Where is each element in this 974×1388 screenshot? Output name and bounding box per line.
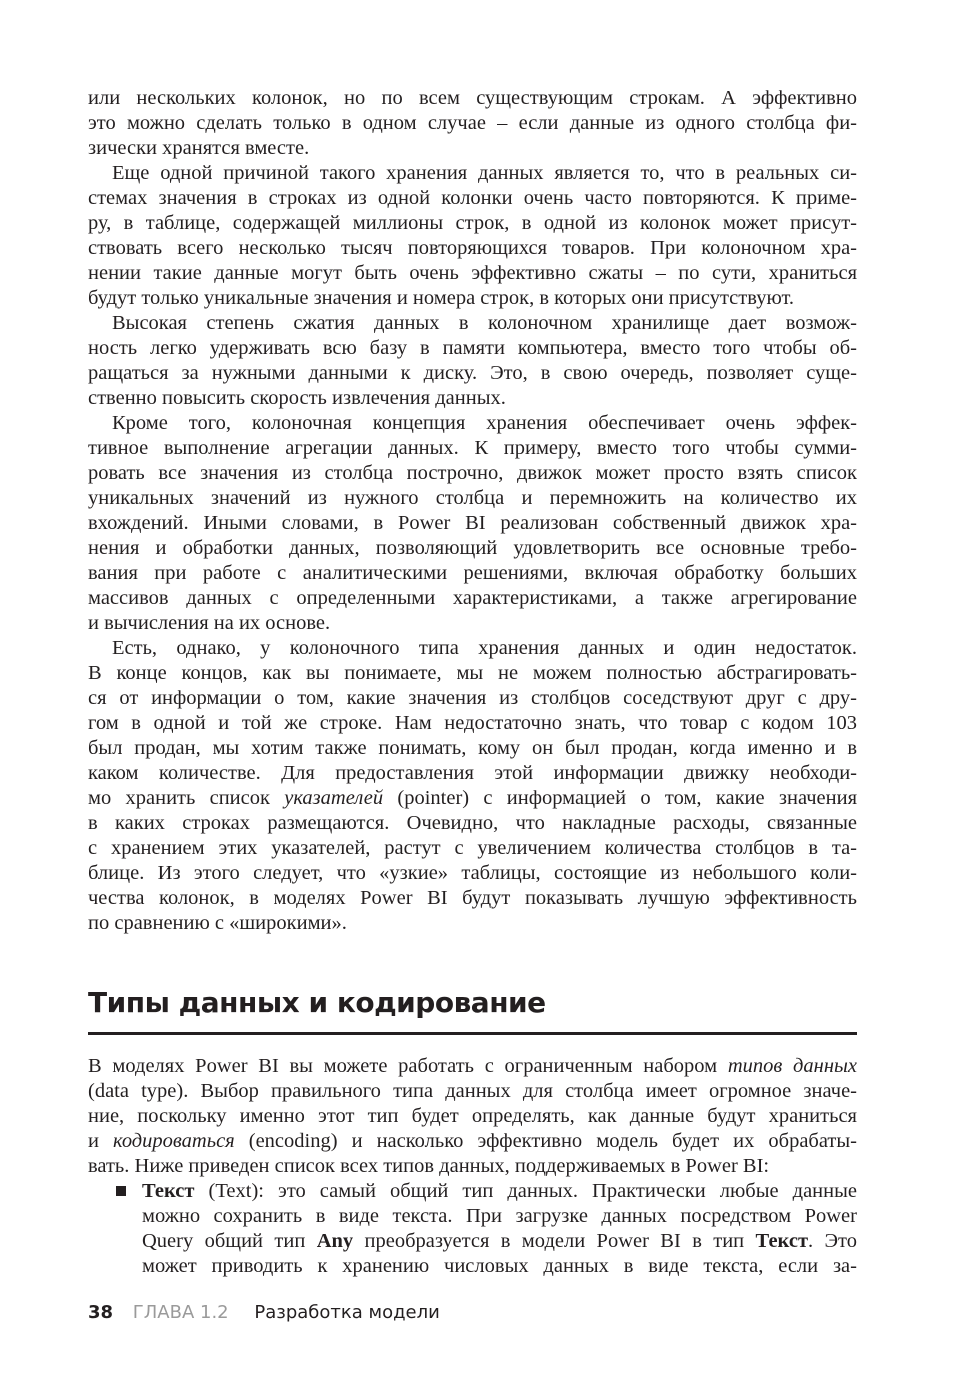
text-line (88, 1129, 857, 1154)
bold-term: Текст (142, 1180, 195, 1202)
text-line: ние, поскольку именно этот тип будет определять, как данные будут храниться (88, 1105, 857, 1127)
text-line: ровать все значения из столбца построчно, движок может просто взять список (88, 462, 857, 484)
text-line: ственно повысить скорость извлечения данных. (88, 387, 506, 409)
chapter-title: Разработка модели (254, 1302, 440, 1323)
text-line: можно сохранить в виде текста. При загрузке данных посредством Power (142, 1205, 857, 1227)
text-line: нении такие данные могут быть очень эффективно сжаты – по сути, храниться (88, 262, 857, 284)
text-line: стемах значения в строках из одной колонки очень часто повторяются. К приме- (88, 187, 857, 209)
text-line: тивное выполнение агрегации данных. К примеру, вместо того чтобы сумми- (88, 437, 857, 459)
italic-term: типов данных (727, 1055, 857, 1077)
text-line: В конце концов, как вы понимаете, мы не можем полностью абстрагировать- (88, 662, 857, 684)
text-segment: В моделях Power BI вы можете работать с ограниченным набором (88, 1055, 728, 1077)
text-line: ствовать всего несколько тысяч повторяющихся товаров. При колоночном хра- (88, 237, 857, 259)
section-heading: Типы данных и кодирование (88, 986, 546, 1019)
text-line: Еще одной причиной такого хранения данных является то, что в реальных си- (112, 162, 857, 184)
text-segment: (pointer) с информацией о том, какие значения (383, 787, 858, 809)
paragraph (88, 411, 857, 636)
text-segment: Query общий тип (142, 1230, 317, 1252)
text-line: (data type). Выбор правильного типа данных для столбца имеет огромное значе- (88, 1080, 857, 1102)
text-line: ность легко удерживать всю базу в памяти компьютера, вместо того чтобы об- (88, 337, 857, 359)
text-line (88, 786, 857, 811)
text-line: гом в одной и той же строке. Нам недостаточно знать, что товар с кодом 103 (88, 712, 857, 734)
text-line: Высокая степень сжатия данных в колоночном хранилище дает возмож- (112, 312, 857, 334)
text-line: нения и обработки данных, позволяющий удовлетворить все основные требо- (88, 537, 857, 559)
body-text (88, 86, 857, 936)
text-line: вхождений. Иными словами, в Power BI реализован собственный движок хра- (88, 512, 857, 534)
heading-rule (88, 1032, 857, 1035)
text-segment: (encoding) и насколько эффективно модель будет их обрабаты- (234, 1130, 857, 1152)
text-line: и вычисления на их основе. (88, 612, 331, 634)
text-line: ся от информации о том, какие значения из столбцов соседствуют друг с дру- (88, 687, 857, 709)
bold-term: Any (316, 1230, 354, 1252)
text-line: это можно сделать только в одном случае – если данные из одного столбца фи- (88, 112, 857, 134)
chapter-label: ГЛАВА 1.2 (132, 1302, 229, 1323)
text-line: в каких строках размещаются. Очевидно, что накладные расходы, связанные (88, 812, 857, 834)
text-line: или нескольких колонок, но по всем существующим строкам. А эффективно (88, 87, 857, 109)
text-segment: мо хранить список (88, 787, 285, 809)
paragraph (88, 311, 857, 411)
text-line: Есть, однако, у колоночного типа хранения данных и один недостаток. (112, 637, 857, 659)
text-line: будут только уникальные значения и номера строк, в которых они присутствуют. (88, 287, 795, 309)
bold-term: Текст (755, 1230, 809, 1252)
paragraph (88, 636, 857, 936)
text-line: чества колонок, в моделях Power BI будут показывать лучшую эффективность (88, 887, 857, 909)
text-line: зически хранятся вместе. (88, 137, 310, 159)
text-line: по сравнению с «широкими». (88, 912, 347, 934)
page-footer (88, 1302, 440, 1323)
text-line: может приводить к хранению числовых данных в виде текста, если за- (142, 1255, 857, 1277)
text-line: массивов данных с определенными характеристиками, а также агрегирование (88, 587, 857, 609)
text-line: был продан, мы хотим также понимать, кому он был продан, когда именно и в (88, 737, 857, 759)
text-line: блице. Из этого следует, что «узкие» таблицы, состоящие из небольшого коли- (88, 862, 857, 884)
text-line: с хранением этих указателей, растут с увеличением количества столбцов в та- (88, 837, 857, 859)
paragraph (88, 161, 857, 311)
text-segment: и (88, 1130, 114, 1152)
italic-term: указателей (284, 787, 384, 809)
text-line: Кроме того, колоночная концепция хранения обеспечивает очень эффек- (112, 412, 857, 434)
text-line: уникальных значений из нужного столбца и перемножить на количество их (88, 487, 857, 509)
text-line: вания при работе с аналитическими решениями, включая обработку больших (88, 562, 857, 584)
text-line (88, 1054, 857, 1079)
text-line (88, 1179, 857, 1204)
text-line (88, 1229, 857, 1254)
text-segment: (Text): это самый общий тип данных. Практически любые данные (194, 1180, 857, 1202)
paragraph (88, 1054, 857, 1179)
paragraph (88, 86, 857, 161)
text-line: ращаться за нужными данными к диску. Это, в свою очередь, позволяет суще- (88, 362, 857, 384)
text-line: вать. Ниже приведен список всех типов данных, поддерживаемых в Power BI: (88, 1155, 770, 1177)
text-line: каком количестве. Для предоставления этой информации движку необходи- (88, 762, 857, 784)
page-number: 38 (88, 1302, 114, 1323)
section-body (88, 1054, 857, 1279)
text-line: ру, в таблице, содержащей миллионы строк, в одной из колонок может присут- (88, 212, 857, 234)
bullet-square-icon (116, 1186, 126, 1196)
list-item (88, 1179, 857, 1279)
text-segment: . Это (808, 1230, 857, 1252)
italic-term: кодироваться (113, 1130, 235, 1152)
text-segment: преобразуется в модели Power BI в тип (353, 1230, 756, 1252)
